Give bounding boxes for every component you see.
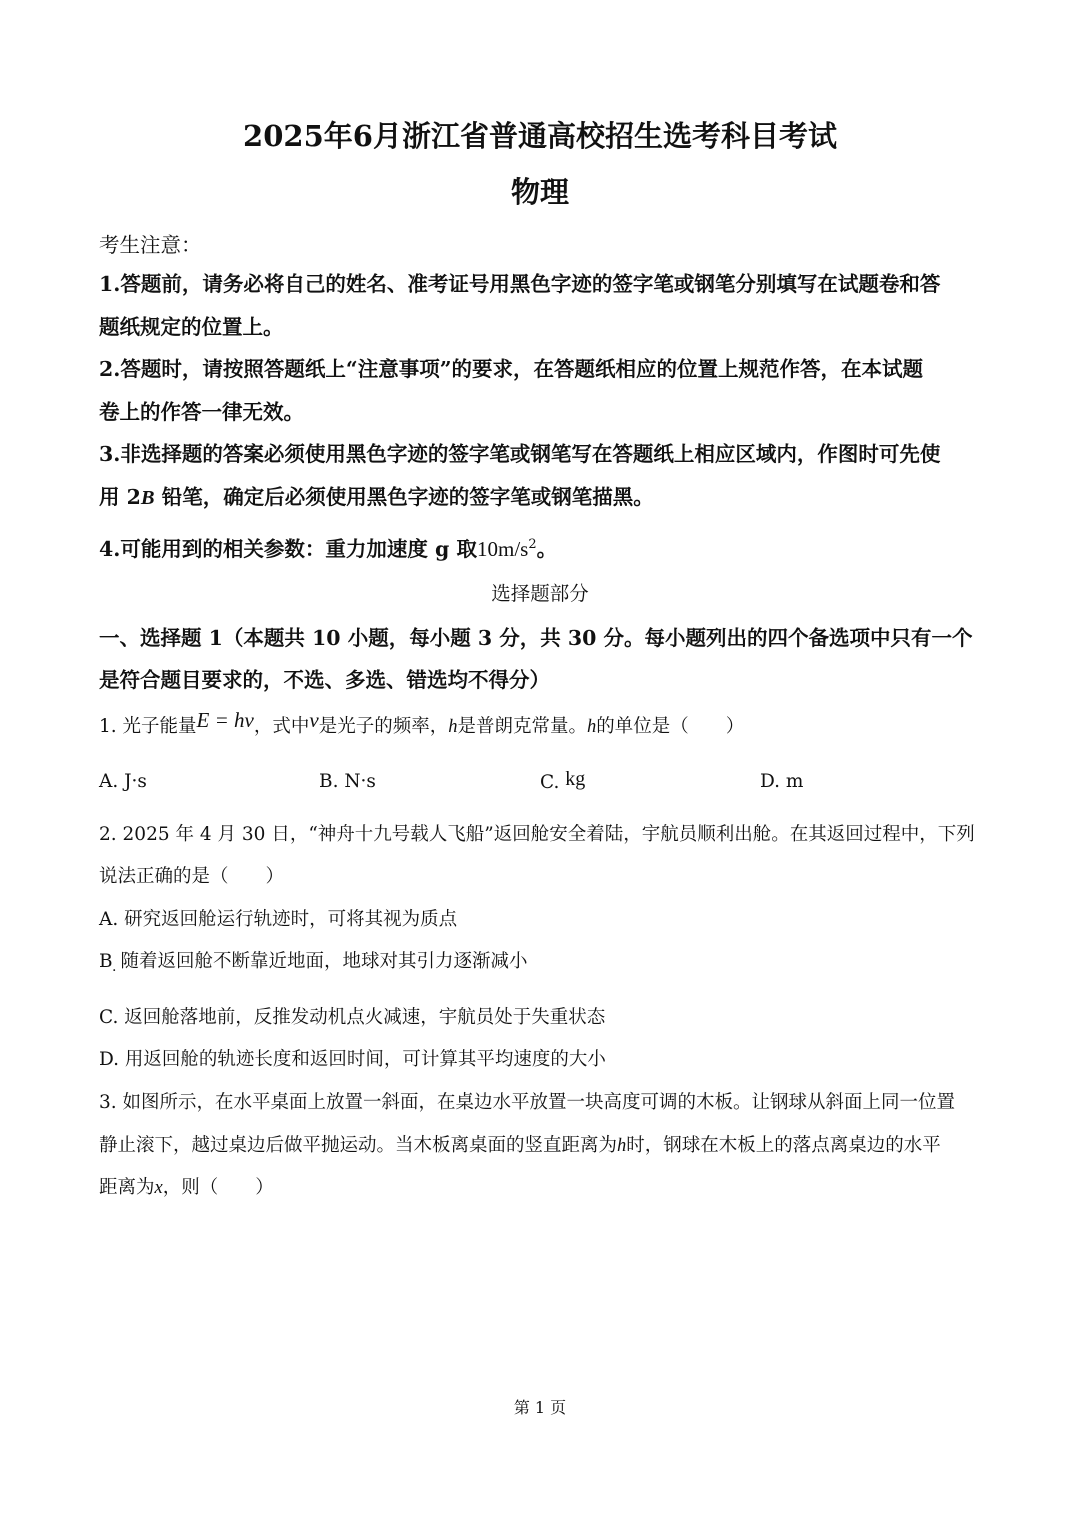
notice-item-2-line-2: 卷上的作答一律无效。 — [99, 400, 304, 424]
q3-x: x — [154, 1178, 163, 1198]
q1-mid-1: ，式中 — [253, 716, 310, 737]
notice-item-4-text: 4.可能用到的相关参数：重力加速度 g 取 — [99, 537, 478, 561]
q3-line-2-a: 静止滚下，越过桌边后做平抛运动。当木板离桌面的竖直距离为 — [99, 1135, 618, 1156]
notice-item-1-line-1: 1.答题前，请务必将自己的姓名、准考证号用黑色字迹的签字笔或钢笔分别填写在试题卷和答 — [99, 272, 941, 296]
gravity-value: 10m/s — [477, 537, 529, 561]
q1-formula: E = hν — [196, 708, 254, 732]
q2-option-b-label: B — [99, 951, 113, 972]
q3-line-3-a: 距离为 — [99, 1177, 155, 1198]
q3-h: h — [617, 1136, 627, 1156]
section-heading-line-1: 一、选择题 1（本题共 10 小题，每小题 3 分，共 30 分。每小题列出的四个备选项中只有一个 — [99, 626, 973, 650]
notice-item-3-text-c: 铅笔，确定后必须使用黑色字迹的签字笔或钢笔描黑。 — [154, 485, 654, 509]
q1-option-a: A. J·s — [99, 771, 147, 792]
question-1-stem — [99, 708, 745, 738]
exam-subject: 物理 — [510, 175, 569, 209]
q2-option-a: A. 研究返回舱运行轨迹时，可将其视为质点 — [99, 909, 458, 930]
q2-option-b-dot: . — [112, 959, 117, 975]
q1-prefix: 1. 光子能量 — [99, 716, 197, 737]
question-3-line-3 — [99, 1173, 274, 1199]
q2-option-b-text: 随着返回舱不断靠近地面，地球对其引力逐渐减小 — [120, 951, 528, 972]
q1-end: 的单位是（ ） — [596, 716, 745, 737]
question-2-line-2: 说法正确的是（ ） — [99, 866, 285, 887]
q2-option-d: D. 用返回舱的轨迹长度和返回时间，可计算其平均速度的大小 — [99, 1049, 606, 1070]
page-number: 第 1 页 — [513, 1398, 567, 1417]
notice-item-4-end: 。 — [536, 537, 558, 561]
q1-option-d: D. m — [760, 771, 804, 792]
q1-h-1: h — [448, 717, 458, 737]
notice-item-3-pencil-grade: B — [140, 487, 155, 509]
exam-title: 2025年6月浙江省普通高校招生选考科目考试 — [243, 119, 837, 153]
q1-option-c-label: C. — [540, 772, 560, 793]
notice-item-2-line-1: 2.答题时，请按照答题纸上“注意事项”的要求，在答题纸相应的位置上规范作答，在本试题 — [99, 357, 923, 381]
section-heading-line-2: 是符合题目要求的，不选、多选、错选均不得分） — [99, 668, 550, 692]
q3-line-2-b: 时，钢球在木板上的落点离桌边的水平 — [626, 1135, 941, 1156]
question-2-line-1: 2. 2025 年 4 月 30 日，“神舟十九号载人飞船”返回舱安全着陆，宇航员顺利出舱。在其返回过程中，下列 — [99, 824, 975, 845]
question-3-line-1: 3. 如图所示，在水平桌面上放置一斜面，在桌边水平放置一块高度可调的木板。让钢球从斜面上同一位置 — [99, 1092, 956, 1113]
gravity-exponent: 2 — [528, 537, 537, 553]
notice-item-3-text-a: 用 2 — [99, 485, 141, 509]
q1-option-c — [540, 768, 586, 794]
part-title: 选择题部分 — [491, 582, 589, 605]
q1-option-b: B. N·s — [319, 771, 376, 792]
q1-nu: ν — [309, 708, 319, 732]
notice-item-1-line-2: 题纸规定的位置上。 — [99, 315, 284, 339]
q1-mid-3: 是普朗克常量。 — [457, 716, 587, 737]
q1-mid-2: 是光子的频率， — [318, 716, 449, 737]
q1-h-2: h — [587, 717, 597, 737]
q2-option-c: C. 返回舱落地前，反推发动机点火减速，宇航员处于失重状态 — [99, 1007, 606, 1028]
notice-item-3-line-1: 3.非选择题的答案必须使用黑色字迹的签字笔或钢笔写在答题纸上相应区域内，作图时可先使 — [99, 442, 941, 466]
notice-item-4 — [99, 532, 557, 562]
q2-option-b — [99, 947, 528, 973]
q3-line-3-b: ，则（ ） — [162, 1177, 274, 1198]
question-3-line-2 — [99, 1131, 941, 1157]
q1-option-c-value: kg — [565, 768, 586, 790]
notice-heading: 考生注意： — [99, 233, 202, 257]
notice-item-3-line-2 — [99, 480, 654, 510]
